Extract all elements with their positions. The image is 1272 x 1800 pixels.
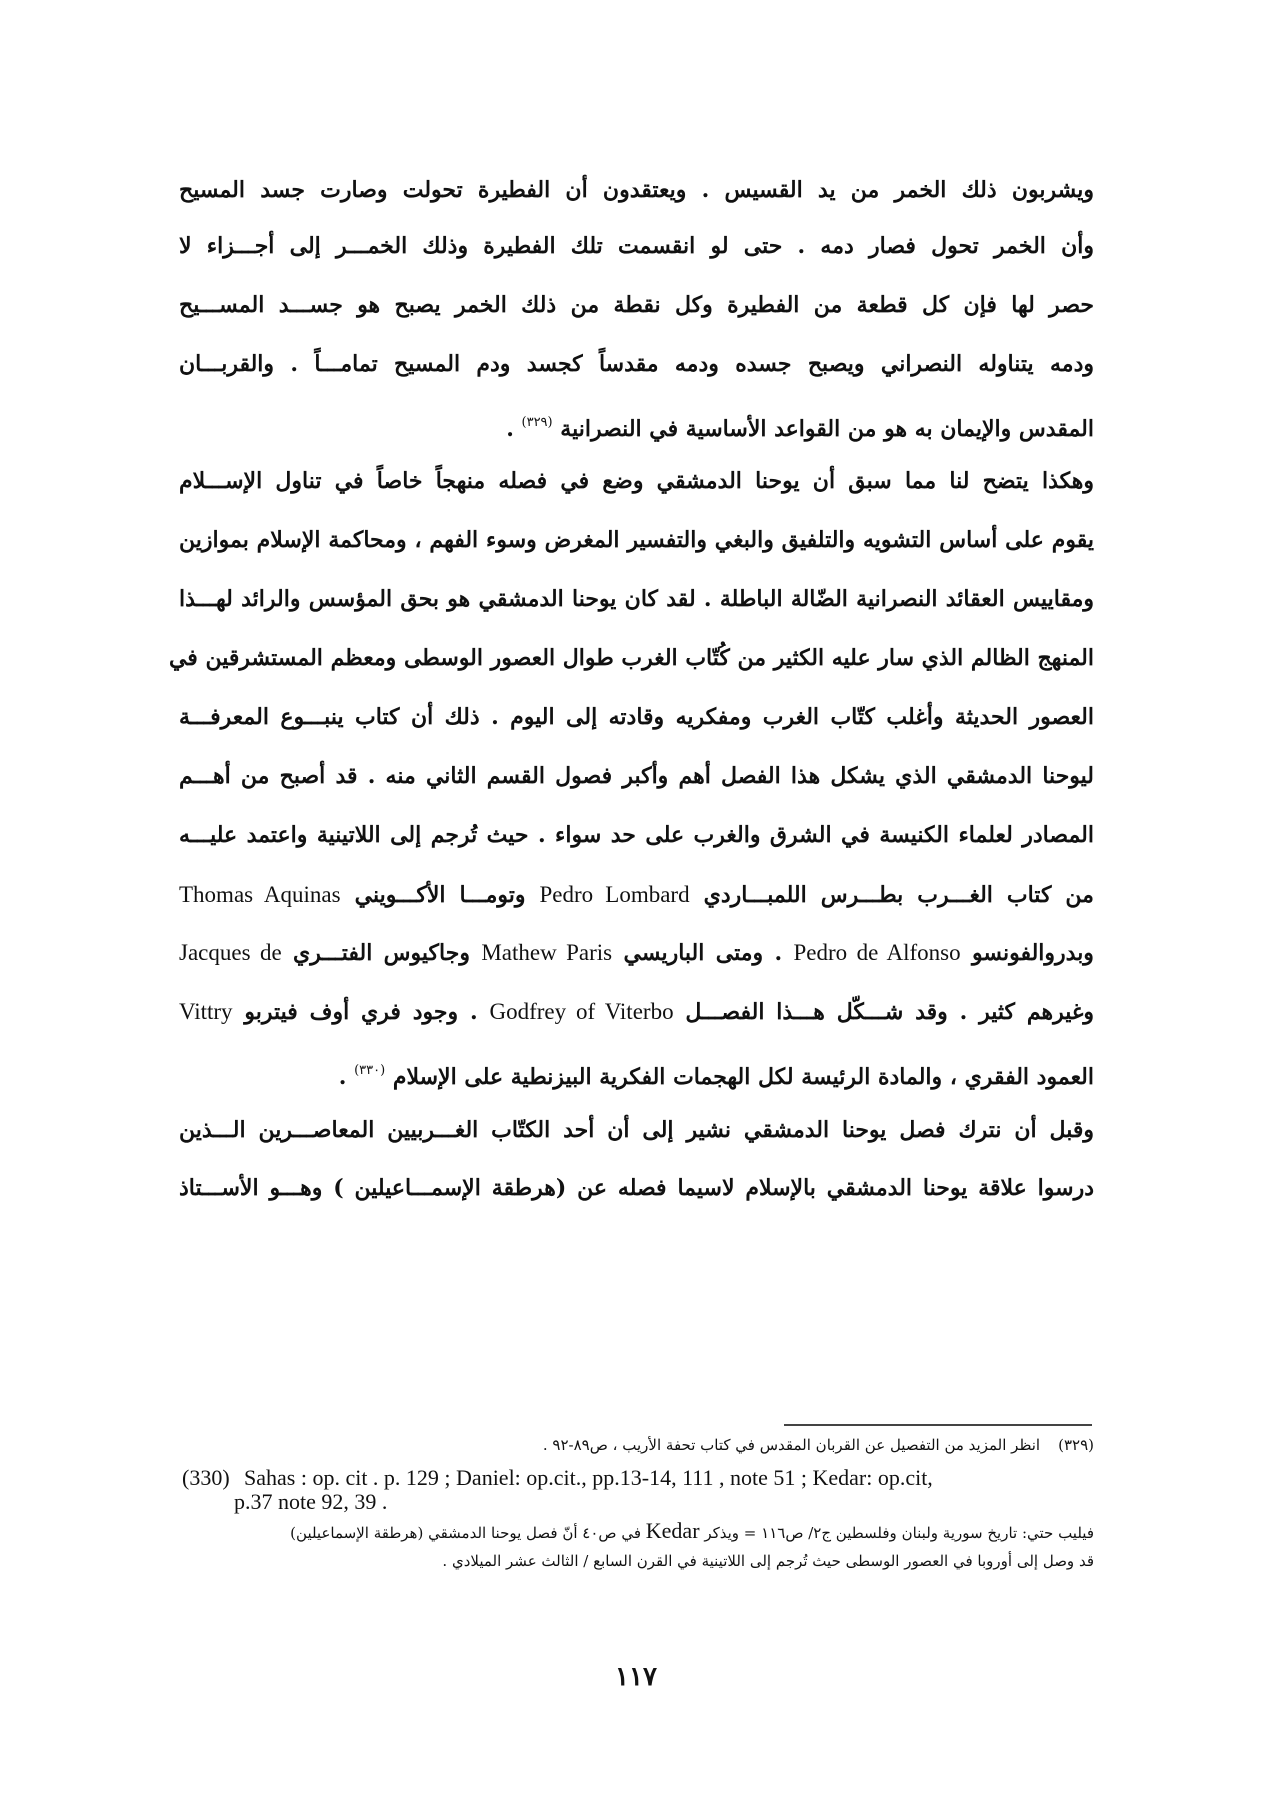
body-line-10: العصور الحديثة وأغلب كتّاب الغرب ومفكريه وقادته إلى اليوم . ذلك أن كتاب ينبـــوع المعرفـــة [179,704,1094,730]
footnote-separator [784,1424,1092,1426]
body-line-13 [179,880,1094,910]
body-line-17: وقبل أن نترك فصل يوحنا الدمشقي نشير إلى أن أحد الكتّاب الغـــربيين المعاصـــرين الـــذين [179,1117,1094,1143]
footnote-329-text: انظر المزيد من التفصيل عن القربان المقدس في كتاب تحفة الأريب ، ص٨٩-٩٢ . [542,1436,1041,1454]
footnote-330-text: Sahas : op. cit . p. 129 ; Daniel: op.cit., pp.13-14, 111 , note 51 ; Kedar: op.cit, [244,1465,933,1490]
body-line-18: درسوا علاقة يوحنا الدمشقي بالإسلام لاسيما فصله عن (هرطقة الإسمـــاعيلين ) وهـــو الأســـتاذ [179,1175,1094,1201]
page-number: ١١٧ [615,1662,657,1692]
footnote-329 [179,1434,1094,1456]
line13-ar2: وتومـــا الأكـــويني [354,882,526,908]
footnote-330-continuation [182,1490,1097,1514]
name-jacques-de: Jacques de [179,940,282,965]
body-line-14 [179,938,1094,968]
body-line-9: المنهج الظالم الذي سار عليه الكثير من كُتّاب الغرب طوال العصور الوسطى ومعظم المستشرقين في [168,645,1094,671]
footnote-330-number: (330) [182,1465,230,1490]
footnote-330-ar1-a: فيليب حتي: تاريخ سورية ولبنان وفلسطين ج٢/ ص١١٦ = ويذكر [704,1524,1094,1542]
name-godfrey-of-viterbo: Godfrey of Viterbo [489,999,674,1024]
line15-ar1: . وجود فري أوف فيتربو [244,999,478,1025]
line13-ar1: من كتاب الغـــرب بطـــرس اللمبـــاردي [703,882,1094,908]
body-line-1: ويشربون ذلك الخمر من يد القسيس . ويعتقدون أن الفطيرة تحولت وصارت جسد المسيح [179,177,1094,203]
body-line-2: وأن الخمر تحول فصار دمه . حتى لو انقسمت تلك الفطيرة وذلك الخمـــر إلى أجـــزاء لا [179,233,1094,259]
body-line-7: يقوم على أساس التشويه والتلفيق والبغي والتفسير المغرض وسوء الفهم ، ومحاكمة الإسلام بموازين [179,527,1094,553]
footnote-330-cont-text: p.37 note 92, 39 . [234,1489,388,1514]
body-line-4: ودمه يتناوله النصراني ويصبح جسده ودمه مقدساً كجسد ودم المسيح تمامـــاً . والقربـــان [179,351,1094,377]
footnote-330 [182,1466,1097,1490]
line15-ar2: وغيرهم كثير . وقد شـــكّل هـــذا الفصـــل [685,999,1094,1025]
name-vittry: Vittry [179,999,233,1024]
body-line-3: حصر لها فإن كل قطعة من الفطيرة وكل نقطة من ذلك الخمر يصبح هو جســـد المســـيح [179,292,1094,318]
footnote-ref-329[interactable]: (٣٢٩) [521,415,553,430]
body-line-12: المصادر لعلماء الكنيسة في الشرق والغرب على حد سواء . حيث تُرجم إلى اللاتينية واعتمد عليـــه [179,822,1094,848]
footnote-329-number: (٣٢٩) [1058,1436,1094,1454]
line14-ar1: وبدروالفونسو [971,940,1094,966]
footnote-330-ar1-b: في ص٤٠ أنّ فصل يوحنا الدمشقي (هرطقة الإسماعيلين) [290,1524,641,1542]
line14-ar2: . ومتى الباريسي [623,940,783,966]
name-mathew-paris: Mathew Paris [481,940,613,965]
body-line-15 [179,997,1094,1027]
body-line-16: العمود الفقري ، والمادة الرئيسة لكل الهجمات الفكرية البيزنطية على الإسلام $^{(٣٣٠)}$ . [338,1063,1094,1090]
footnote-330-arabic-line-2: قد وصل إلى أوروبا في العصور الوسطى حيث تُرجم إلى اللاتينية في القرن السابع / الثالث عشر الميلادي . [442,1552,1094,1570]
body-line-5-text: المقدس والإيمان به هو من القواعد الأساسية في النصرانية [560,416,1094,442]
body-line-8: ومقاييس العقائد النصرانية الضّالة الباطلة . لقد كان يوحنا الدمشقي هو بحق المؤسس والرائد لهـــذا [179,586,1094,612]
name-thomas-aquinas: Thomas Aquinas [179,882,341,907]
body-line-5: المقدس والإيمان به هو من القواعد الأساسية في النصرانية $^{(٣٢٩)}$ . [506,415,1094,442]
line14-ar3: وجاكيوس الفتـــري [293,940,470,966]
name-pedro-lombard: Pedro Lombard [539,882,690,907]
footnote-330-arabic-line-1 [179,1520,1094,1544]
body-line-6: وهكذا يتضح لنا مما سبق أن يوحنا الدمشقي وضع في فصله منهجاً خاصاً في تناول الإســـلام [179,468,1094,494]
body-line-16-text: العمود الفقري ، والمادة الرئيسة لكل الهجمات الفكرية البيزنطية على الإسلام [392,1064,1094,1090]
footnote-330-kedar: Kedar [645,1518,700,1543]
name-pedro-de-alfonso: Pedro de Alfonso [793,940,961,965]
body-line-11: ليوحنا الدمشقي الذي يشكل هذا الفصل أهم وأكبر فصول القسم الثاني منه . قد أصبح من أهـــم [179,763,1094,789]
footnote-ref-330[interactable]: (٣٣٠) [354,1063,386,1078]
